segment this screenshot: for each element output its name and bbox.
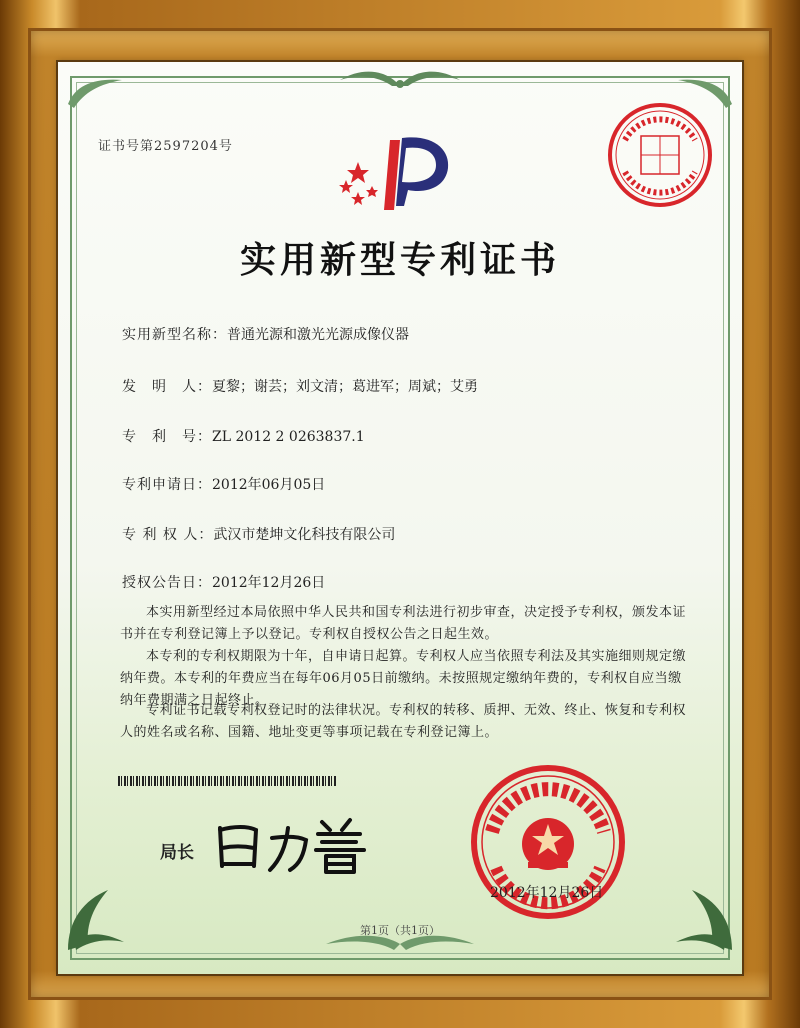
- field-label: 专利申请日：: [122, 477, 212, 493]
- field-label: 实用新型名称：: [122, 327, 227, 343]
- field-label: 专 利 权 人：: [122, 527, 214, 543]
- corner-ornament-top-left-icon: [66, 74, 126, 114]
- page-indicator: 第1页（共1页）: [360, 924, 440, 937]
- field-label: 授权公告日：: [122, 575, 212, 591]
- director-signature: [210, 808, 390, 878]
- certificate-title: 实用新型专利证书: [239, 239, 560, 281]
- field-value: 武汉市楚坤文化科技有限公司: [213, 527, 396, 543]
- paragraph-grant-decision: 本实用新型经过本局依照中华人民共和国专利法进行初步审查，决定授予专利权，颁发本证书并在专利登记簿上予以登记。专利权自授权公告之日起生效。: [120, 605, 687, 642]
- paragraph-term-and-fees: 本专利的专利权期限为十年，自申请日起算。专利权人应当依照专利法及其实施细则规定缴纳年费。本专利的年费应当在每年06月05日前缴纳。未按照规定缴纳年费的，专利权自应当缴纳年费期满之日起终止。: [120, 649, 687, 708]
- corner-ornament-bottom-left-icon: [64, 880, 144, 956]
- sipo-logo-icon: [338, 132, 458, 214]
- director-label: 局长: [160, 843, 194, 863]
- top-ornament-icon: [330, 64, 470, 94]
- star-icon: [347, 162, 369, 183]
- field-application-date: [122, 474, 325, 494]
- certificate-number: 证书号第2597204号: [98, 139, 233, 154]
- field-grant-date: [122, 572, 325, 592]
- issue-date: 2012年12月26日: [490, 885, 604, 901]
- field-label: 发 明 人：: [122, 379, 212, 395]
- paragraph-legal-status: 专利证书记载专利权登记时的法律状况。专利权的转移、质押、无效、终止、恢复和专利权人的姓名或名称、国籍、地址变更等事项记载在专利登记簿上。: [120, 703, 687, 740]
- star-icon: [351, 192, 365, 205]
- field-value: 2012年12月26日: [212, 575, 326, 591]
- barcode-icon: [118, 776, 336, 786]
- field-value: 普通光源和激光光源成像仪器: [227, 327, 409, 343]
- star-icon: [366, 186, 378, 197]
- field-value: 夏黎；谢芸；刘文清；葛进军；周斌；艾勇: [212, 379, 478, 395]
- corner-ornament-bottom-right-icon: [656, 880, 736, 956]
- field-utility-model-name: [122, 324, 409, 344]
- star-icon: [339, 180, 353, 193]
- field-inventors: [122, 376, 478, 396]
- tax-stamp-seal-icon: [605, 100, 715, 210]
- field-patent-number: [122, 426, 365, 446]
- field-label: 专 利 号：: [122, 429, 212, 445]
- field-value: 2012年06月05日: [212, 477, 326, 493]
- field-value: ZL 2012 2 0263837.1: [212, 429, 365, 445]
- field-patentee: [122, 524, 395, 544]
